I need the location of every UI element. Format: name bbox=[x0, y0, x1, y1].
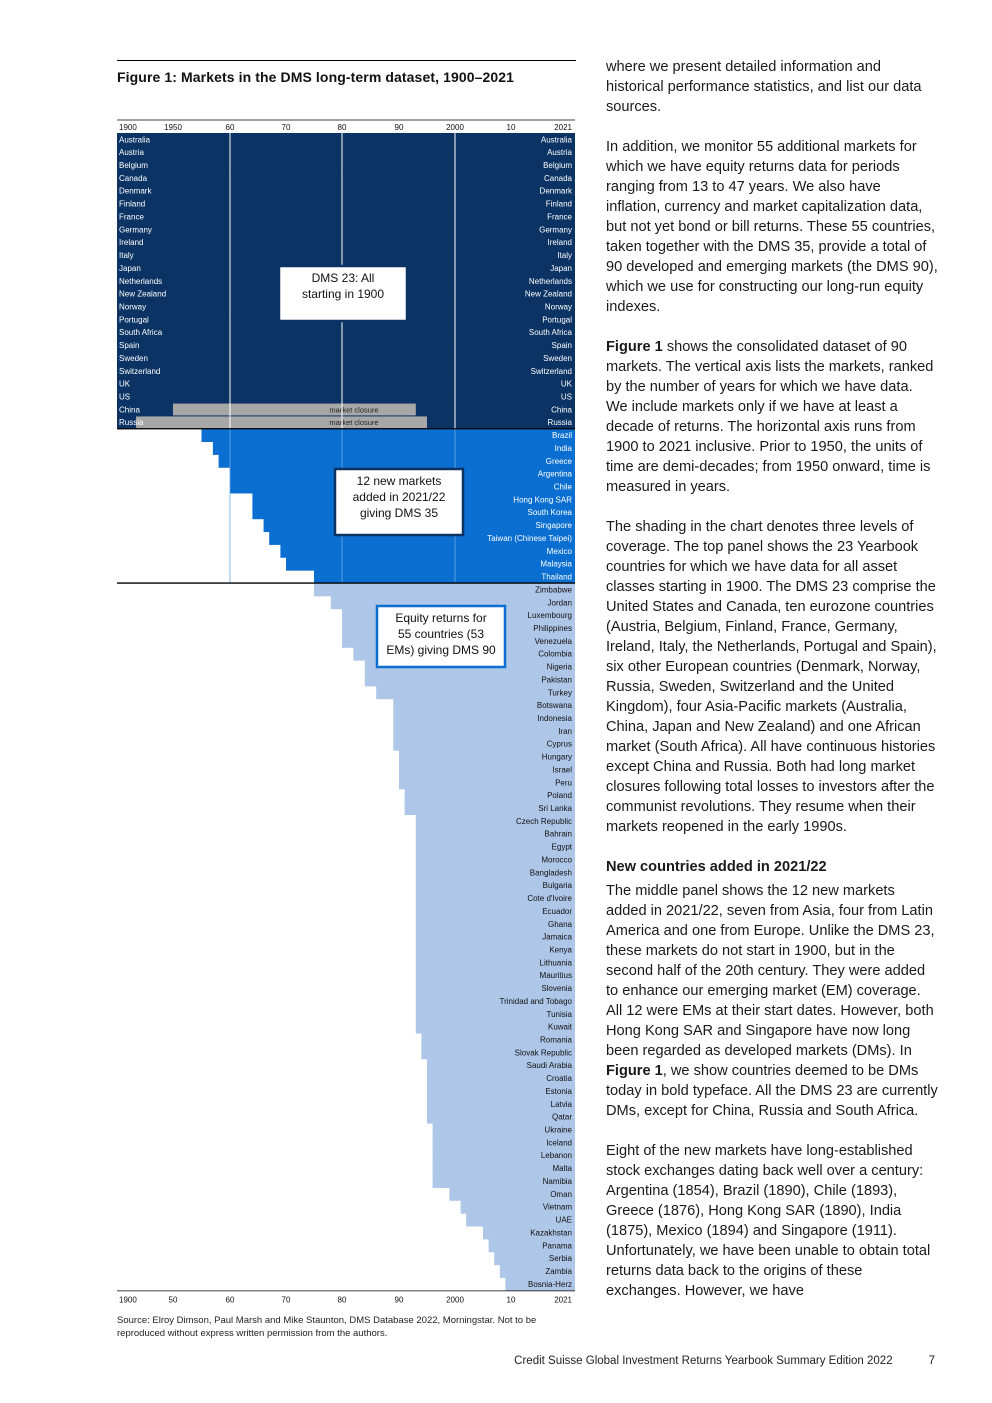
market-label-right: Cote d'Ivoire bbox=[527, 894, 572, 904]
market-closure-bar bbox=[136, 416, 427, 428]
paragraph: The shading in the chart denotes three levels of coverage. The top panel shows the 23 Yearbook countries for which we have data for all asset classes starting in 1900. The DMS 23 comprise the United States and Canada, ten eurozone countries (Austria, Belgium, Finland, France, Germany, Ireland, Italy, the Netherlands, Portugal and Spain), six other European countries (Denmark, Norway, Russia, Sweden, Switzerland and the United Kingdom), four Asia-Pacific markets (Australia, China, Japan and New Zealand) and one African market (South Africa). All have continuous histories except China and Russia. Both had long market closures following total losses to investors after the communist revolutions. They resume when their markets reopened in the early 1990s. bbox=[606, 519, 937, 835]
market-closure-label: market closure bbox=[329, 418, 379, 428]
market-bar bbox=[399, 776, 575, 789]
market-label-right: Zimbabwe bbox=[535, 585, 572, 595]
market-label-right: Poland bbox=[547, 791, 572, 801]
market-label-right: Bosnia-Herz bbox=[527, 1279, 572, 1289]
market-label-right: Turkey bbox=[547, 688, 572, 698]
market-label-right: France bbox=[547, 212, 572, 222]
market-label-right: Czech Republic bbox=[515, 816, 572, 826]
market-label-right: South Korea bbox=[527, 508, 572, 518]
market-label-right: Trinidad and Tobago bbox=[499, 996, 572, 1006]
market-label-right: Malta bbox=[552, 1164, 572, 1174]
bottom-tick-label: 90 bbox=[394, 1295, 404, 1305]
market-label-right: Jordan bbox=[547, 598, 572, 608]
bottom-tick-label: 2000 bbox=[446, 1295, 464, 1305]
bottom-tick-label: 60 bbox=[225, 1295, 235, 1305]
market-label-right: Venezuela bbox=[534, 636, 572, 646]
market-label-right: Egypt bbox=[551, 842, 572, 852]
figure-reference: Figure 1 bbox=[606, 339, 663, 355]
top-tick-label: 10 bbox=[506, 123, 516, 132]
market-label-right: Hong Kong SAR bbox=[513, 495, 572, 505]
market-label-right: Namibia bbox=[542, 1176, 572, 1186]
paragraph: Figure 1 shows the consolidated dataset of 90 markets. The vertical axis lists the markets, ranked by the number of years for which we have data. We include markets only if we have at least a decade of returns. The horizontal axis runs from 1900 to 2021 inclusive. Prior to 1950, the units of time are demi-decades; from 1950 onward, time is measured in years. bbox=[606, 339, 934, 495]
market-label-right: Israel bbox=[552, 765, 572, 775]
market-bar bbox=[219, 455, 575, 468]
market-bar bbox=[117, 223, 575, 236]
market-label-left: Finland bbox=[119, 199, 146, 209]
market-label-right: India bbox=[554, 443, 572, 453]
paragraph: The middle panel shows the 12 new markets added in 2021/22, seven from Asia, four from Latin America and one from Europe. Unlike the DMS 23, these markets do not start in 1900, but in the second half of the 20th century. They were added to enhance our emerging market (EM) coverage. All 12 were EMs at their start dates. However, both Hong Kong SAR and Singapore have now long been regarded as developed markets (DMs). In Figure 1, we show countries deemed to be DMs today in bold typeface. All the DMS 23 are currently DMs, except for China, Russia and South Africa. bbox=[606, 883, 938, 1119]
market-label-right: Finland bbox=[545, 199, 572, 209]
callout-equity55-text: Equity returns for 55 countries (53 EMs) giving DMS 90 bbox=[386, 611, 496, 657]
market-label-left: Germany bbox=[119, 225, 152, 235]
market-label-right: Romania bbox=[539, 1035, 572, 1045]
market-label-right: Mexico bbox=[546, 546, 572, 556]
paragraph: Eight of the new markets have long-established stock exchanges dating back well over a century: Argentina (1854), Brazil (1890), Chile (1893), Greece (1876), Hong Kong SAR (1890), India (1875), Mexico (1894) and Singapore (1911). Unfortunately, we have been unable to obtain total returns data back to the origins of these exchanges. However, we have bbox=[606, 1143, 931, 1299]
market-label-right: Kuwait bbox=[547, 1022, 572, 1032]
market-label-right: Mauritius bbox=[539, 971, 572, 981]
market-label-right: Indonesia bbox=[537, 714, 572, 723]
market-label-right: UK bbox=[560, 379, 572, 389]
market-label-right: Ecuador bbox=[542, 906, 572, 916]
body-text-column bbox=[606, 57, 938, 1321]
section-heading: New countries added in 2021/22 bbox=[606, 859, 827, 875]
market-bar bbox=[117, 197, 575, 210]
market-bar bbox=[117, 377, 575, 390]
bottom-tick-label: 1900 bbox=[119, 1295, 137, 1305]
market-label-left: Norway bbox=[119, 302, 147, 312]
bottom-tick-label: 80 bbox=[337, 1295, 347, 1305]
market-label-right: Ghana bbox=[547, 919, 572, 929]
bottom-tick-label: 70 bbox=[281, 1295, 291, 1305]
market-label-right: Tunisia bbox=[546, 1009, 572, 1019]
market-label-right: Iceland bbox=[546, 1138, 572, 1148]
market-label-right: Morocco bbox=[541, 855, 572, 865]
market-label-left: New Zealand bbox=[119, 289, 167, 299]
market-bar bbox=[117, 236, 575, 249]
market-bar bbox=[117, 210, 575, 223]
market-bar bbox=[376, 686, 575, 699]
market-label-right: China bbox=[551, 405, 572, 415]
market-label-left: Denmark bbox=[119, 186, 152, 196]
market-label-right: Jamaica bbox=[542, 932, 572, 942]
market-closure-bar bbox=[173, 404, 416, 416]
market-label-right: Ireland bbox=[547, 238, 572, 248]
market-label-right: Denmark bbox=[539, 186, 572, 196]
figure-title: Figure 1: Markets in the DMS long-term dataset, 1900–2021 bbox=[117, 69, 515, 85]
market-label-right: Saudi Arabia bbox=[526, 1061, 572, 1071]
market-label-right: Sweden bbox=[543, 353, 572, 363]
page-footer bbox=[514, 1355, 935, 1367]
callout-new12-text: 12 new markets added in 2021/22 giving DMS 35 bbox=[352, 474, 446, 520]
market-label-left: UK bbox=[119, 379, 131, 389]
top-tick-label: 2021 bbox=[554, 123, 572, 132]
paragraph: where we present detailed information and historical performance statistics, and list our data sources. bbox=[606, 59, 922, 115]
market-label-left: Switzerland bbox=[119, 366, 161, 376]
market-bar bbox=[213, 442, 575, 455]
market-label-left: Austria bbox=[119, 148, 144, 158]
market-label-left: Ireland bbox=[119, 238, 144, 248]
top-tick-label: 90 bbox=[394, 123, 404, 132]
market-label-right: New Zealand bbox=[524, 289, 572, 299]
market-label-left: South Africa bbox=[119, 328, 163, 338]
market-label-right: Singapore bbox=[535, 521, 572, 531]
market-closure-label: market closure bbox=[329, 405, 379, 415]
market-bar bbox=[393, 725, 575, 738]
top-tick-label: 60 bbox=[225, 123, 235, 132]
market-label-right: Bahrain bbox=[544, 829, 572, 839]
market-bar bbox=[117, 249, 575, 262]
market-bar bbox=[117, 339, 575, 352]
market-label-right: Taiwan (Chinese Taipei) bbox=[487, 533, 572, 543]
market-label-right: Belgium bbox=[543, 161, 572, 171]
market-label-right: Sri Lanka bbox=[538, 804, 572, 814]
market-bar bbox=[117, 326, 575, 339]
market-label-right: Bangladesh bbox=[529, 868, 572, 878]
callout-dms23-text: DMS 23: All starting in 1900 bbox=[301, 271, 385, 301]
market-label-left: US bbox=[119, 392, 131, 402]
market-label-right: Kazakhstan bbox=[530, 1228, 572, 1238]
market-label-right: Chile bbox=[553, 482, 572, 492]
market-label-right: Bulgaria bbox=[542, 881, 572, 891]
market-label-left: Italy bbox=[119, 251, 134, 261]
page-number: 7 bbox=[928, 1355, 935, 1367]
market-label-right: Oman bbox=[550, 1189, 572, 1199]
figure-source: Source: Elroy Dimson, Paul Marsh and Mike Staunton, DMS Database 2022, Morningstar. Not to be reproduced without express written permission from the authors. bbox=[117, 1315, 537, 1339]
market-bar bbox=[117, 390, 575, 403]
market-label-right: Switzerland bbox=[530, 366, 572, 376]
market-label-left: Canada bbox=[119, 173, 148, 183]
market-label-right: Slovenia bbox=[541, 984, 572, 994]
market-label-left: Belgium bbox=[119, 161, 148, 171]
market-label-right: UAE bbox=[555, 1215, 572, 1225]
paragraph: In addition, we monitor 55 additional markets for which we have equity returns data for periods ranging from 13 to 47 years. We also have inflation, currency and market capitalization data, but not yet bond or bill returns. These 55 countries, taken together with the DMS 35, provide a total of 90 developed and emerging markets (the DMS 90), which we use for constructing our long-run equity indexes. bbox=[606, 139, 938, 315]
market-label-right: Norway bbox=[544, 302, 572, 312]
market-label-right: Canada bbox=[543, 173, 572, 183]
market-label-left: Russia bbox=[119, 418, 144, 428]
market-label-right: Malaysia bbox=[540, 559, 572, 569]
top-tick-label: 70 bbox=[281, 123, 291, 132]
market-label-right: Portugal bbox=[542, 315, 572, 325]
market-label-right: Russia bbox=[547, 418, 572, 428]
market-label-right: Panama bbox=[542, 1241, 572, 1251]
market-label-right: Spain bbox=[551, 341, 572, 351]
bottom-tick-label: 50 bbox=[168, 1295, 178, 1305]
top-tick-label: 2000 bbox=[446, 123, 464, 132]
figure-reference: Figure 1 bbox=[606, 1063, 663, 1079]
market-label-right: Netherlands bbox=[528, 276, 572, 286]
market-label-right: Qatar bbox=[551, 1112, 572, 1122]
market-label-right: Italy bbox=[557, 251, 572, 261]
market-label-right: Australia bbox=[540, 135, 572, 145]
market-label-right: Serbia bbox=[548, 1254, 572, 1264]
market-label-right: Lithuania bbox=[539, 958, 572, 968]
market-label-left: Netherlands bbox=[119, 276, 163, 286]
market-bar bbox=[286, 557, 575, 570]
market-label-left: France bbox=[119, 212, 144, 222]
market-bar bbox=[202, 429, 576, 442]
market-label-right: Japan bbox=[550, 263, 572, 273]
market-bar bbox=[399, 763, 575, 776]
market-label-right: US bbox=[560, 392, 572, 402]
market-label-left: Japan bbox=[119, 263, 141, 273]
market-label-right: Brazil bbox=[551, 431, 572, 441]
market-bar bbox=[280, 545, 575, 558]
market-label-right: Peru bbox=[555, 778, 572, 788]
market-label-right: Greece bbox=[545, 456, 572, 466]
market-label-left: Spain bbox=[119, 341, 140, 351]
market-label-right: Vietnam bbox=[542, 1202, 572, 1212]
market-label-right: Luxembourg bbox=[527, 611, 572, 621]
market-bar bbox=[314, 570, 575, 583]
market-bar bbox=[117, 146, 575, 159]
market-label-right: Pakistan bbox=[541, 675, 572, 685]
market-label-left: Australia bbox=[119, 135, 151, 145]
market-label-left: Portugal bbox=[119, 315, 149, 325]
market-label-right: Iran bbox=[558, 726, 572, 736]
market-bar bbox=[117, 172, 575, 185]
market-bar bbox=[117, 184, 575, 197]
market-bar bbox=[117, 364, 575, 377]
market-label-right: Kenya bbox=[549, 945, 572, 955]
market-label-left: China bbox=[119, 405, 140, 415]
market-label-right: Colombia bbox=[538, 649, 572, 659]
market-label-right: Nigeria bbox=[546, 662, 572, 672]
bottom-tick-label: 10 bbox=[506, 1295, 516, 1305]
top-tick-label: 80 bbox=[337, 123, 347, 132]
market-label-right: Austria bbox=[547, 148, 572, 158]
market-label-right: South Africa bbox=[528, 328, 572, 338]
market-label-right: Croatia bbox=[546, 1074, 572, 1084]
market-label-right: Estonia bbox=[545, 1086, 572, 1096]
market-label-right: Zambia bbox=[545, 1266, 572, 1276]
market-label-right: Hungary bbox=[541, 752, 572, 762]
market-bar bbox=[117, 133, 575, 146]
market-label-right: Philippines bbox=[533, 623, 572, 633]
market-label-left: Sweden bbox=[119, 353, 148, 363]
bottom-tick-label: 2021 bbox=[554, 1295, 572, 1305]
market-label-right: Slovak Republic bbox=[514, 1048, 572, 1058]
market-label-right: Argentina bbox=[537, 469, 572, 479]
market-bar bbox=[117, 159, 575, 172]
top-tick-label: 1900 bbox=[119, 123, 137, 132]
market-label-right: Germany bbox=[539, 225, 572, 235]
market-label-right: Ukraine bbox=[544, 1125, 572, 1135]
market-label-right: Thailand bbox=[541, 572, 572, 582]
top-tick-label: 1950 bbox=[164, 123, 182, 132]
market-label-right: Cyprus bbox=[546, 739, 572, 749]
market-label-right: Lebanon bbox=[540, 1151, 572, 1161]
footer-title: Credit Suisse Global Investment Returns Yearbook Summary Edition 2022 bbox=[514, 1355, 893, 1367]
market-label-right: Botswana bbox=[536, 701, 572, 711]
market-label-right: Latvia bbox=[550, 1099, 572, 1109]
market-bar bbox=[117, 352, 575, 365]
